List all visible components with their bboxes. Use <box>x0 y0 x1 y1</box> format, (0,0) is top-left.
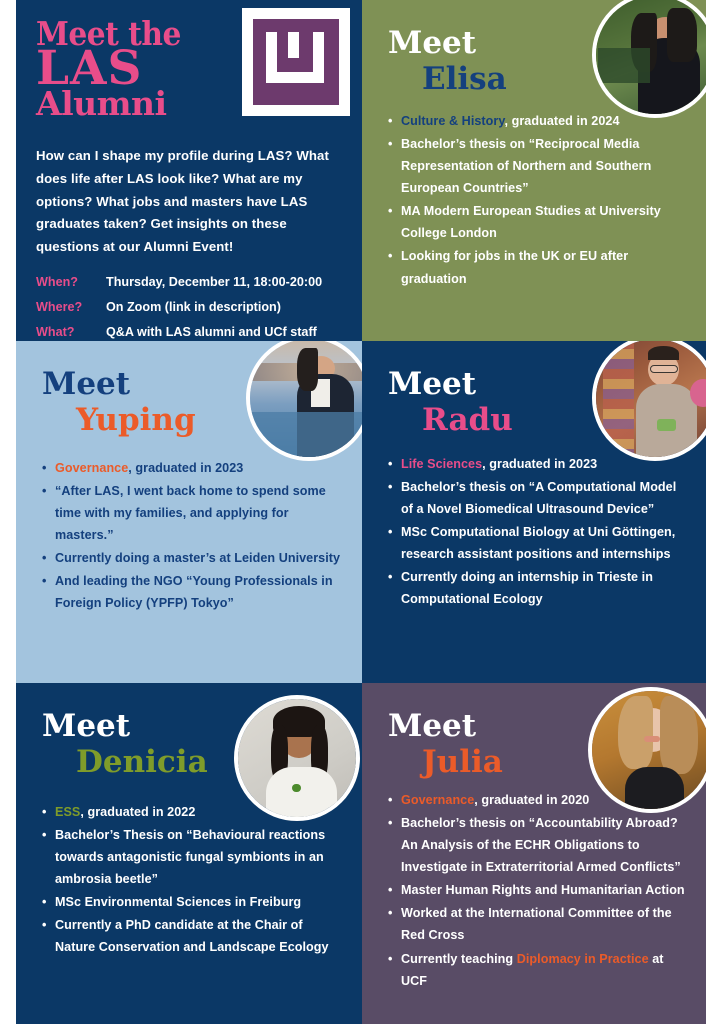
radu-meet-label: Meet <box>388 366 477 402</box>
title-line-3: Alumni <box>36 84 167 124</box>
yuping-masters: Currently doing a master’s at Leiden University <box>55 551 341 566</box>
list-item <box>42 891 346 913</box>
elisa-masters: MA Modern European Studies at University College London <box>401 204 661 241</box>
julia-teaching-suffix: at UCF <box>401 951 664 988</box>
profile-panel-julia <box>362 683 706 1024</box>
profile-panel-denicia <box>16 683 362 1024</box>
yuping-portrait-avatar <box>246 341 362 461</box>
yuping-ngo: And leading the NGO “Young Professionals in Foreign Policy (YPFP) Tokyo” <box>55 574 333 611</box>
intro-panel <box>16 0 362 341</box>
list-item <box>388 521 690 565</box>
radu-thesis: Bachelor’s thesis on “A Computational Model of a Novel Biomedical Ultrasound Device” <box>401 479 677 516</box>
julia-grad: , graduated in 2020 <box>474 792 590 807</box>
list-item <box>388 200 690 244</box>
yuping-name: Yuping <box>76 402 196 438</box>
radu-masters: MSc Computational Biology at Uni Göttingen, research assistant positions and internships <box>401 525 676 562</box>
list-item <box>42 824 346 890</box>
what-label: What? <box>36 324 75 339</box>
elisa-field: Culture & History <box>401 113 505 128</box>
denicia-grad: , graduated in 2022 <box>80 804 196 819</box>
radu-field: Life Sciences <box>401 456 483 471</box>
event-details <box>36 273 342 341</box>
yuping-grad: , graduated in 2023 <box>128 460 244 475</box>
yuping-quote: “After LAS, I went back home to spend some time with my families, and applying for masters.” <box>55 483 326 543</box>
ucf-logo-icon <box>242 8 344 110</box>
title-line-1: Meet the <box>36 14 181 53</box>
list-item <box>388 948 690 992</box>
denicia-phd: Currently a PhD candidate at the Chair of Nature Conservation and Landscape Ecology <box>55 918 329 955</box>
denicia-field: ESS <box>55 804 81 819</box>
what-value: Q&A with LAS alumni and UCf staff <box>106 324 317 339</box>
yuping-field: Governance <box>55 460 129 475</box>
julia-thesis: Bachelor’s thesis on “Accountability Abroad? An Analysis of the ECHR Obligations to Investigate in Extraterritorial Armed Conflicts” <box>401 815 681 875</box>
elisa-thesis: Bachelor’s thesis on “Reciprocal Media Representation of Northern and Southern European Countries” <box>401 136 652 196</box>
radu-name: Radu <box>422 402 513 438</box>
radu-internship: Currently doing an internship in Trieste in Computational Ecology <box>401 570 653 607</box>
julia-field: Governance <box>401 792 475 807</box>
elisa-meet-label: Meet <box>388 25 477 61</box>
list-item <box>42 480 346 546</box>
list-item <box>388 902 690 946</box>
where-value: On Zoom (link in description) <box>106 299 281 314</box>
julia-name: Julia <box>422 744 503 780</box>
radu-portrait-avatar <box>592 341 706 461</box>
elisa-plans: Looking for jobs in the UK or EU after graduation <box>401 249 629 286</box>
list-item <box>42 547 346 569</box>
yuping-bullet-list <box>16 437 362 615</box>
julia-masters: Master Human Rights and Humanitarian Action <box>401 883 685 898</box>
julia-meet-label: Meet <box>388 708 477 744</box>
elisa-name: Elisa <box>422 61 507 97</box>
title-line-2: LAS <box>36 41 143 97</box>
list-item <box>388 245 690 289</box>
denicia-portrait-avatar <box>234 695 360 821</box>
list-item <box>388 812 690 878</box>
list-item <box>42 914 346 958</box>
julia-portrait-avatar <box>588 687 706 813</box>
profile-panel-elisa <box>362 0 706 341</box>
julia-work: Worked at the International Committee of the Red Cross <box>401 906 672 943</box>
profile-panel-yuping <box>16 341 362 683</box>
denicia-masters: MSc Environmental Sciences in Freiburg <box>55 895 302 910</box>
radu-grad: , graduated in 2023 <box>482 456 598 471</box>
elisa-bullet-list <box>362 96 706 290</box>
intro-paragraph: How can I shape my profile during LAS? What does life after LAS look like? What are my options? What jobs and masters have LAS graduates taken? Get insights on these questions at our Alumni Event! <box>36 148 329 255</box>
list-item <box>42 570 346 614</box>
denicia-name: Denicia <box>76 744 208 780</box>
list-item <box>388 476 690 520</box>
julia-course: Diplomacy in Practice <box>516 951 649 966</box>
elisa-grad: , graduated in 2024 <box>504 113 620 128</box>
denicia-meet-label: Meet <box>42 708 131 744</box>
list-item <box>388 566 690 610</box>
profile-panel-radu <box>362 341 706 683</box>
when-value: Thursday, December 11, 18:00-20:00 <box>106 274 323 289</box>
list-item <box>388 133 690 199</box>
list-item <box>388 879 690 901</box>
denicia-thesis: Bachelor’s Thesis on “Behavioural reactions towards antagonistic fungal symbionts in an ambrosia beetle” <box>55 827 326 887</box>
where-label: Where? <box>36 299 83 314</box>
poster-grid <box>16 0 706 1024</box>
radu-bullet-list <box>362 437 706 611</box>
julia-teaching-prefix: Currently teaching <box>401 951 517 966</box>
when-label: When? <box>36 274 78 289</box>
elisa-portrait-avatar <box>592 0 706 118</box>
yuping-meet-label: Meet <box>42 366 131 402</box>
